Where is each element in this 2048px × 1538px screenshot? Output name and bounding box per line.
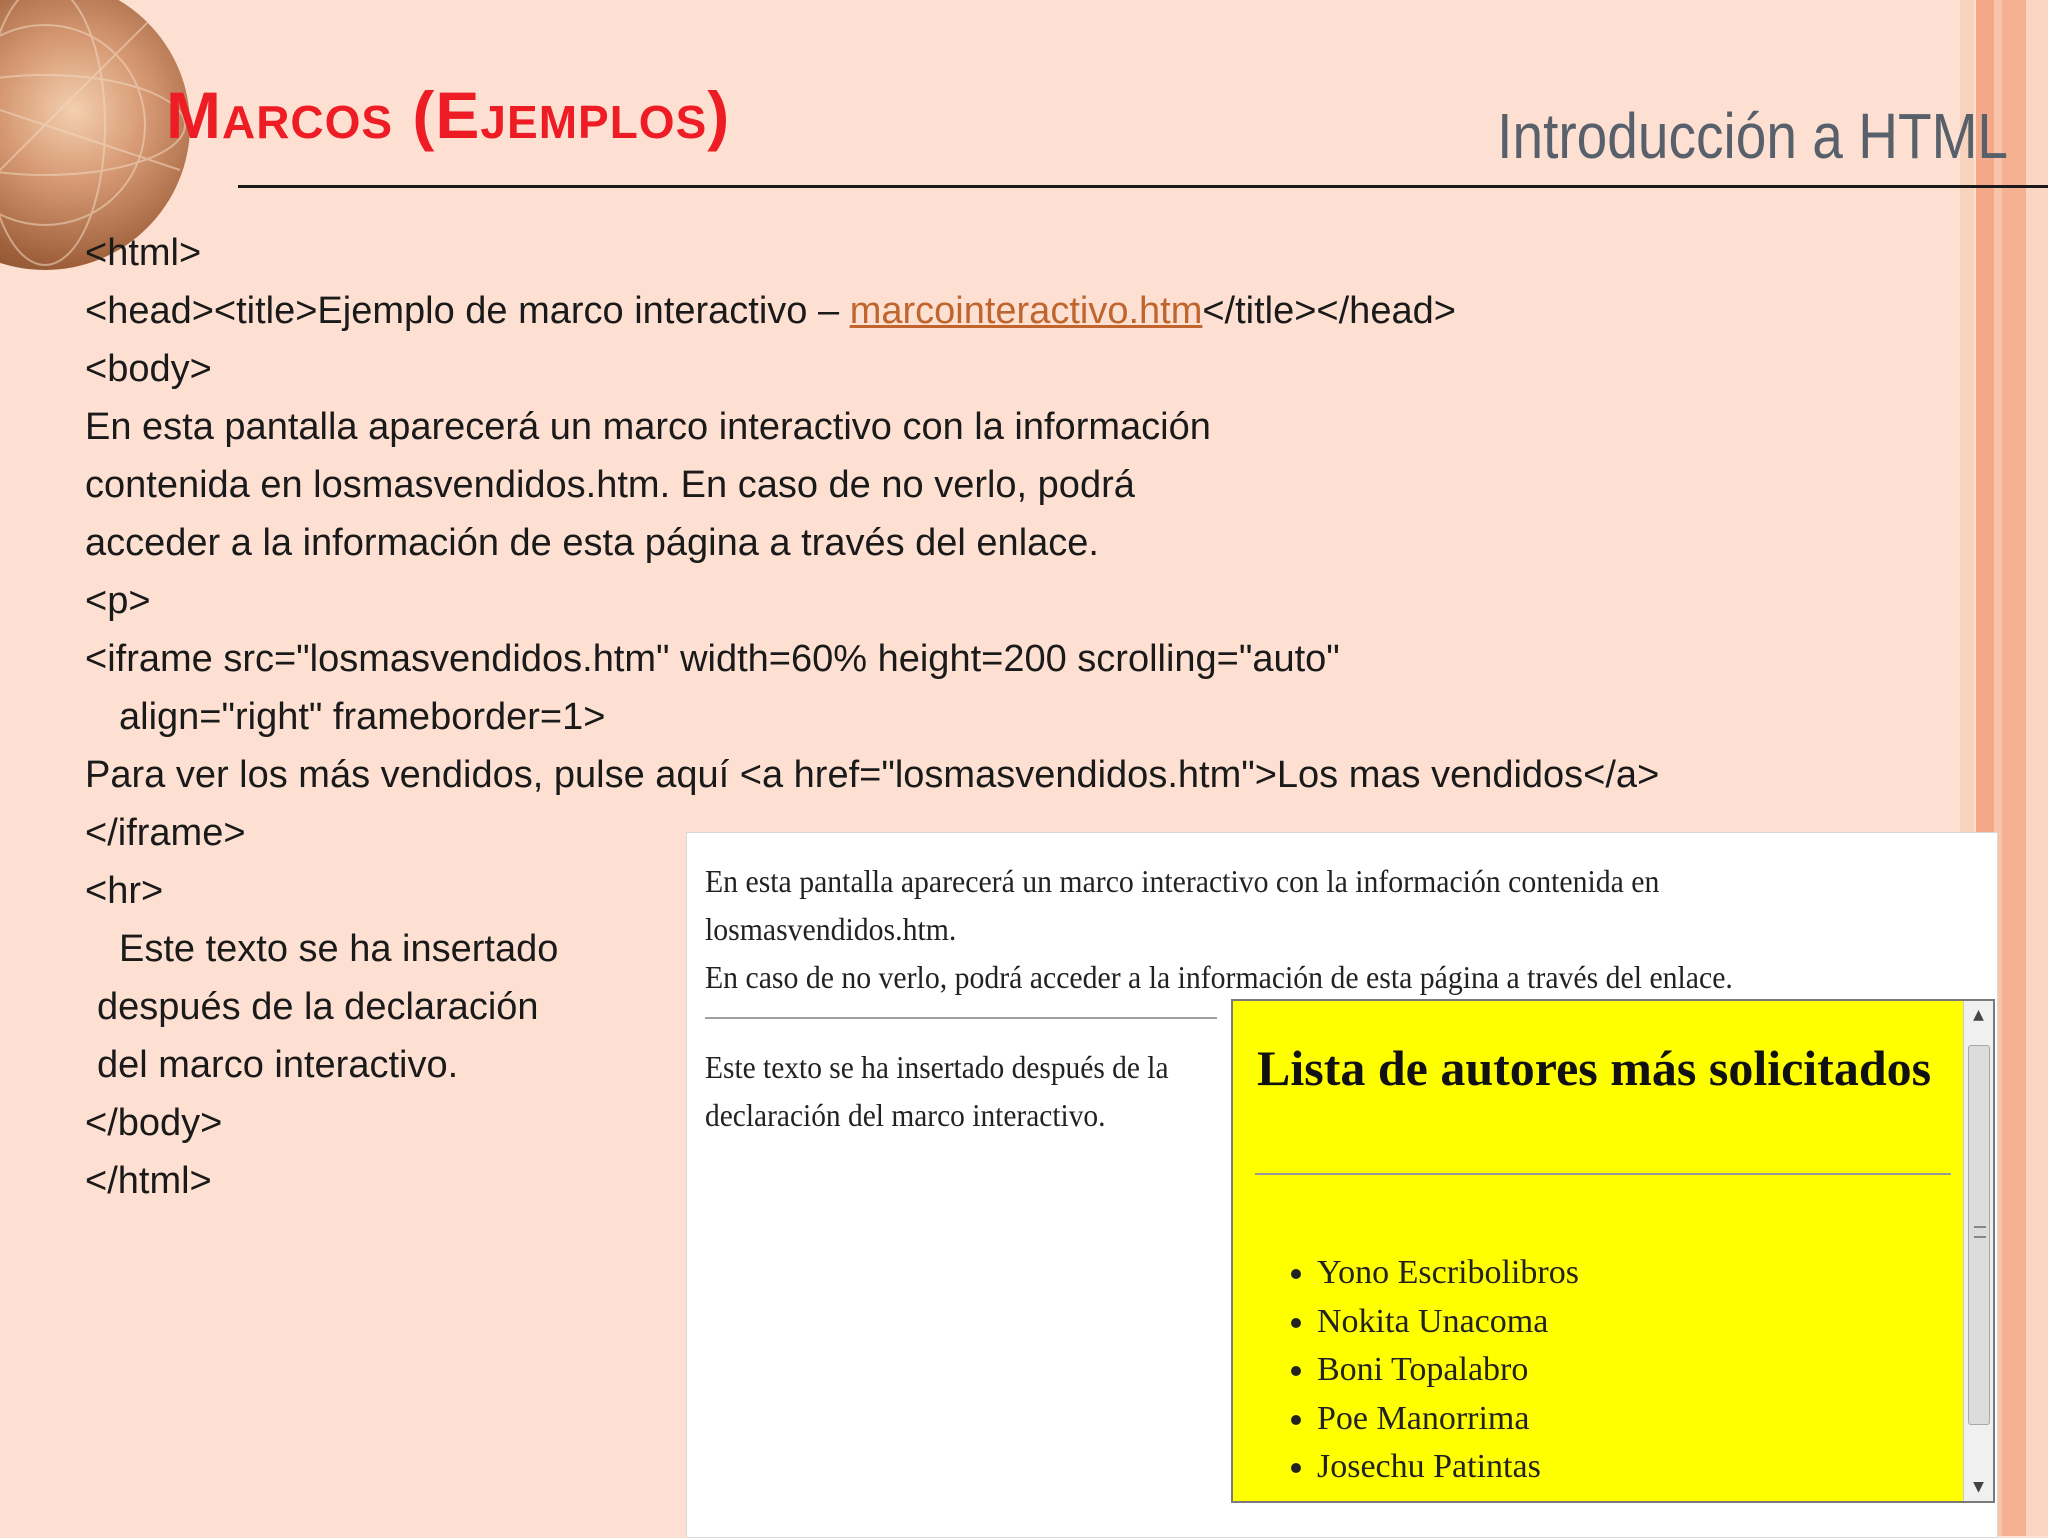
code-line: del marco interactivo. [97, 1044, 459, 1086]
slide-subtitle: Introducción a HTML [1497, 100, 2008, 172]
code-line: En esta pantalla aparecerá un marco interactivo con la información [85, 406, 1211, 448]
author-list [1293, 1249, 1579, 1492]
scroll-down-icon[interactable]: ▼ [1973, 1479, 1984, 1495]
code-line: contenida en losmasvendidos.htm. En caso de no verlo, podrá [85, 464, 1135, 506]
title-divider [238, 185, 2048, 188]
code-line: <hr> [85, 870, 164, 912]
code-line: <p> [85, 580, 151, 622]
list-item: • Poe Manorrima [1317, 1395, 1579, 1444]
side-stripe [2002, 0, 2026, 1536]
code-line: después de la declaración [97, 986, 539, 1028]
preview-after-text-line: declaración del marco interactivo. [705, 1097, 1106, 1133]
preview-paragraph [705, 857, 1905, 1001]
vertical-scrollbar[interactable] [1963, 1001, 1993, 1501]
grip-icon [1974, 1226, 1986, 1238]
code-line: Este texto se ha insertado [119, 928, 559, 970]
list-item: • Josechu Patintas [1317, 1443, 1579, 1492]
preview-paragraph-line: En caso de no verlo, podrá acceder a la información de esta página a través del enlace. [705, 959, 1733, 995]
side-stripe [2026, 0, 2048, 1536]
inline-frame[interactable] [1231, 999, 1995, 1503]
scroll-up-icon[interactable]: ▲ [1973, 1007, 1984, 1023]
list-item: • Yono Escribolibros [1317, 1249, 1579, 1298]
code-line: align="right" frameborder=1> [119, 696, 606, 738]
code-text: </title></head> [1202, 290, 1456, 332]
code-line: Para ver los más vendidos, pulse aquí <a href="losmasvendidos.htm">Los mas vendidos</a> [85, 754, 1660, 796]
iframe-horizontal-rule [1255, 1173, 1951, 1175]
code-line: <html> [85, 232, 202, 274]
code-line: <body> [85, 348, 212, 390]
iframe-heading: Lista de autores más solicitados [1257, 1040, 1932, 1096]
list-item: • Boni Topalabro [1317, 1346, 1579, 1395]
slide-title: Marcos (Ejemplos) [166, 78, 731, 152]
code-line: </body> [85, 1102, 223, 1144]
code-line [85, 282, 1985, 340]
preview-horizontal-rule [705, 1017, 1217, 1019]
code-line: </html> [85, 1160, 212, 1202]
code-text: <head><title>Ejemplo de marco interactivo – [85, 290, 850, 332]
file-link[interactable]: marcointeractivo.htm [849, 290, 1203, 332]
list-item: • Nokita Unacoma [1317, 1298, 1579, 1347]
scrollbar-thumb[interactable] [1968, 1045, 1990, 1425]
code-line: acceder a la información de esta página a través del enlace. [85, 522, 1099, 564]
preview-paragraph-line: En esta pantalla aparecerá un marco interactivo con la información contenida en losmasvendidos.htm. [705, 863, 1660, 947]
browser-preview [686, 832, 1998, 1538]
preview-after-text-line: Este texto se ha insertado después de la [705, 1049, 1169, 1085]
code-line: <iframe src="losmasvendidos.htm" width=60% height=200 scrolling="auto" [85, 638, 1340, 680]
preview-after-text [705, 1043, 1202, 1139]
code-line: </iframe> [85, 812, 246, 854]
